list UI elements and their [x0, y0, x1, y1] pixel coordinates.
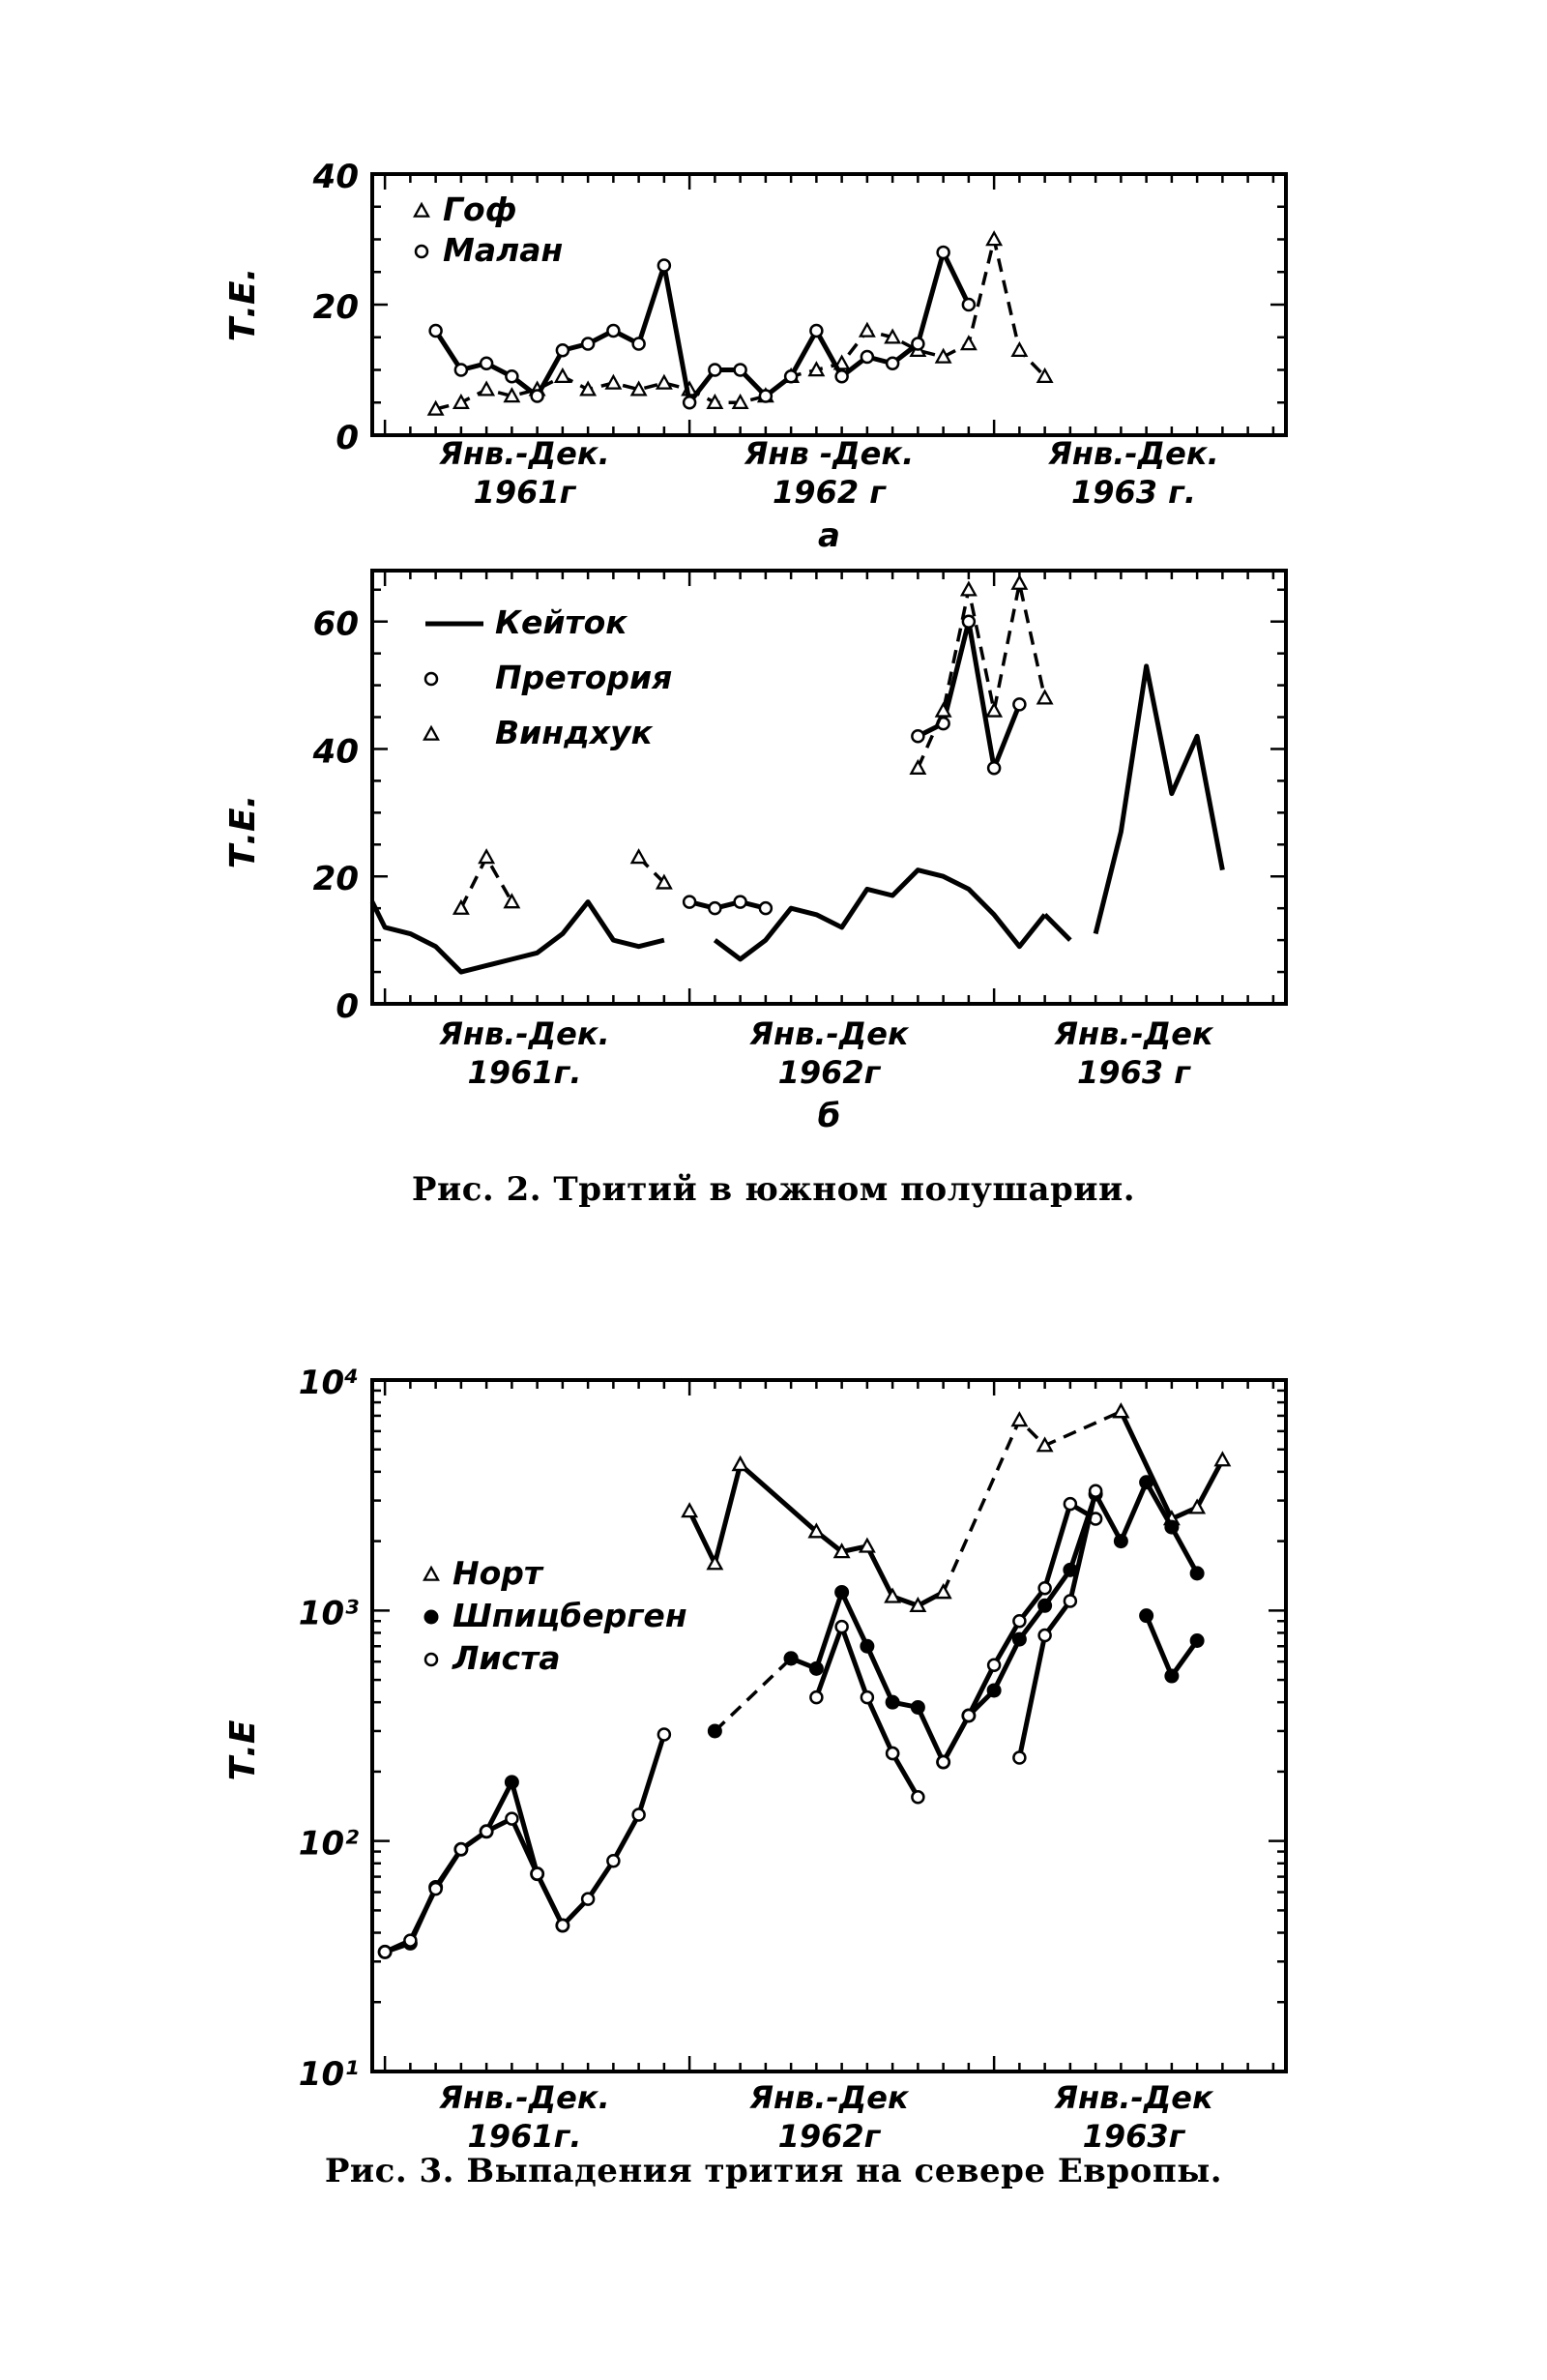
- data-point: [810, 1691, 822, 1703]
- period-label: Янв.-Дек.: [439, 1015, 610, 1052]
- legend: [424, 603, 672, 751]
- data-point: [606, 376, 620, 389]
- chart-fig2a: [223, 158, 1286, 555]
- y-tick-label: 10⁴: [298, 1364, 359, 1402]
- period-label: Янв.-Дек: [1054, 2079, 1213, 2116]
- data-point: [1114, 1405, 1127, 1418]
- period-year-label: 1961г: [473, 474, 576, 511]
- series-Шпицберген: [379, 1476, 1204, 1958]
- y-tick-label: 20: [312, 860, 359, 899]
- data-point: [988, 762, 1000, 774]
- data-point: [1140, 1476, 1153, 1488]
- data-point: [633, 1809, 645, 1821]
- data-point: [657, 376, 671, 389]
- data-point: [861, 1691, 873, 1703]
- period-label: Янв.-Дек.: [439, 435, 610, 472]
- data-point: [938, 247, 949, 258]
- y-tick-label: 40: [312, 732, 359, 772]
- data-point: [430, 325, 442, 337]
- data-point: [632, 850, 646, 863]
- legend-label: Листа: [452, 1639, 561, 1677]
- y-tick-label: 40: [312, 158, 359, 196]
- period-year-label: 1962г: [777, 2118, 881, 2155]
- data-point: [760, 391, 772, 402]
- data-point: [684, 896, 695, 908]
- series-line: [892, 1753, 918, 1797]
- data-point: [987, 704, 1001, 717]
- series-line: [918, 583, 1044, 768]
- legend-label: Малан: [443, 231, 564, 269]
- data-point: [1140, 1609, 1153, 1622]
- legend: [424, 1554, 687, 1677]
- series-line: [689, 902, 766, 909]
- data-point: [1191, 1634, 1204, 1647]
- data-point: [455, 1843, 467, 1855]
- data-point: [506, 1776, 518, 1788]
- data-point: [938, 1756, 949, 1768]
- y-tick-label: 60: [312, 604, 359, 644]
- data-point: [425, 1654, 437, 1665]
- data-point: [912, 338, 923, 350]
- data-point: [836, 370, 848, 382]
- data-point: [416, 246, 427, 257]
- data-point: [962, 338, 976, 350]
- series-line: [715, 1659, 791, 1731]
- data-point: [861, 324, 874, 337]
- data-point: [1115, 1535, 1127, 1547]
- figure-3-caption: Рис. 3. Выпадения трития на севере Европы.: [324, 2152, 1223, 2190]
- panel-label: б: [817, 1097, 841, 1135]
- data-point: [506, 1813, 517, 1825]
- panel-label: а: [818, 516, 840, 555]
- data-point: [1013, 698, 1025, 710]
- data-point: [963, 299, 975, 310]
- data-point: [506, 370, 517, 382]
- data-point: [1215, 1454, 1229, 1466]
- period-label: Янв.-Дек.: [439, 2079, 610, 2116]
- data-point: [835, 1586, 848, 1599]
- data-point: [1065, 1498, 1076, 1510]
- data-point: [425, 1611, 438, 1624]
- data-point: [988, 1660, 1000, 1671]
- legend-label: Шпицберген: [452, 1597, 687, 1634]
- data-point: [633, 338, 645, 350]
- chart-fig2b: [223, 571, 1286, 1135]
- data-point: [735, 365, 746, 376]
- data-point: [785, 1652, 798, 1664]
- data-point: [424, 727, 438, 740]
- y-tick-label: 0: [336, 987, 359, 1026]
- series-line: [385, 1734, 664, 1952]
- data-point: [430, 1883, 442, 1895]
- series-Малан: [430, 247, 975, 408]
- chart-fig3: [223, 1364, 1286, 2155]
- data-point: [912, 730, 923, 742]
- series-Кейток: [372, 666, 1222, 972]
- data-point: [810, 1662, 823, 1675]
- figure-2-caption: Рис. 2. Тритий в южном полушарии.: [411, 1170, 1136, 1209]
- legend: [415, 191, 563, 269]
- data-point: [1165, 1521, 1178, 1534]
- data-point: [1013, 1615, 1025, 1627]
- period-year-label: 1962г: [777, 1054, 881, 1091]
- series-line: [689, 1464, 741, 1563]
- data-point: [480, 850, 493, 863]
- y-tick-label: 10¹: [298, 2055, 359, 2094]
- data-point: [1191, 1567, 1204, 1579]
- legend-label: Гоф: [443, 191, 517, 228]
- period-year-label: 1963г: [1082, 2118, 1185, 2155]
- data-point: [1038, 1600, 1051, 1612]
- period-label: Янв.-Дек.: [1048, 435, 1219, 472]
- data-point: [415, 204, 428, 217]
- data-point: [836, 1621, 848, 1632]
- data-point: [658, 1728, 670, 1740]
- legend-label: Норт: [452, 1554, 543, 1592]
- period-year-label: 1962 г: [773, 474, 886, 511]
- data-point: [1013, 1751, 1025, 1763]
- data-point: [937, 1585, 950, 1598]
- data-point: [912, 1701, 924, 1714]
- data-point: [887, 1696, 899, 1709]
- data-point: [1039, 1630, 1051, 1641]
- data-point: [962, 583, 976, 596]
- y-tick-label: 10²: [298, 1824, 359, 1864]
- y-tick-label: 20: [312, 288, 359, 327]
- data-point: [481, 1826, 492, 1837]
- data-point: [557, 344, 569, 356]
- data-point: [887, 1748, 898, 1759]
- data-point: [424, 1568, 438, 1580]
- data-point: [887, 358, 898, 369]
- data-point: [683, 1505, 696, 1517]
- data-point: [760, 902, 772, 914]
- data-point: [709, 1724, 721, 1737]
- data-point: [912, 1791, 923, 1803]
- data-point: [1012, 343, 1026, 356]
- data-point: [963, 616, 975, 628]
- data-point: [1039, 1582, 1051, 1594]
- data-point: [1038, 691, 1052, 704]
- data-point: [480, 383, 493, 396]
- series-line: [1095, 666, 1222, 934]
- period-year-label: 1961г.: [467, 2118, 582, 2155]
- data-point: [988, 1684, 1001, 1696]
- data-point: [1165, 1670, 1178, 1683]
- data-point: [734, 1457, 747, 1470]
- data-point: [861, 351, 873, 363]
- series-line: [372, 902, 664, 972]
- period-label: Янв.-Дек: [749, 2079, 909, 2116]
- data-point: [1013, 1633, 1026, 1646]
- series-line: [791, 1483, 1197, 1762]
- data-point: [582, 338, 594, 350]
- data-point: [1090, 1485, 1101, 1497]
- data-point: [658, 260, 670, 272]
- data-point: [810, 325, 822, 337]
- data-point: [1012, 576, 1026, 589]
- period-label: Янв.-Дек: [749, 1015, 909, 1052]
- period-year-label: 1961г.: [467, 1054, 582, 1091]
- data-point: [684, 397, 695, 408]
- period-label: Янв -Дек.: [744, 435, 915, 472]
- series-Претория: [684, 616, 1025, 914]
- period-year-label: 1963 г.: [1070, 474, 1197, 511]
- data-point: [709, 365, 720, 376]
- series-Норт: [683, 1405, 1229, 1611]
- data-point: [963, 1710, 975, 1721]
- data-point: [532, 1868, 543, 1880]
- series-line: [741, 1464, 944, 1605]
- data-point: [481, 358, 492, 369]
- legend-label: Претория: [495, 659, 673, 696]
- data-point: [379, 1946, 391, 1957]
- legend-label: Кейток: [495, 603, 628, 641]
- data-point: [1065, 1595, 1076, 1606]
- period-year-label: 1963 г: [1077, 1054, 1190, 1091]
- data-point: [785, 370, 797, 382]
- data-point: [607, 325, 619, 337]
- series-line: [1045, 915, 1070, 940]
- series-line: [1147, 1616, 1198, 1676]
- data-point: [532, 391, 543, 402]
- y-axis-label: Т.Е.: [223, 794, 263, 869]
- data-point: [1012, 1413, 1026, 1425]
- legend-label: Виндхук: [495, 714, 653, 751]
- series-line: [918, 622, 1019, 769]
- data-point: [911, 761, 924, 774]
- data-point: [735, 896, 746, 908]
- data-point: [455, 365, 467, 376]
- series-line: [816, 1627, 892, 1753]
- y-tick-label: 0: [336, 419, 359, 457]
- data-point: [709, 902, 720, 914]
- y-tick-label: 10³: [298, 1594, 359, 1633]
- data-point: [607, 1855, 619, 1866]
- y-axis-label: Т.Е: [223, 1719, 263, 1781]
- y-axis-label: Т.Е.: [223, 267, 263, 342]
- series-line: [461, 857, 512, 908]
- data-point: [582, 1894, 594, 1905]
- data-point: [987, 233, 1001, 246]
- period-label: Янв.-Дек: [1054, 1015, 1213, 1052]
- data-point: [404, 1935, 416, 1947]
- data-point: [425, 673, 437, 685]
- data-point: [557, 1920, 569, 1931]
- data-point: [861, 1640, 873, 1653]
- data-point: [556, 369, 569, 382]
- data-point: [454, 901, 468, 914]
